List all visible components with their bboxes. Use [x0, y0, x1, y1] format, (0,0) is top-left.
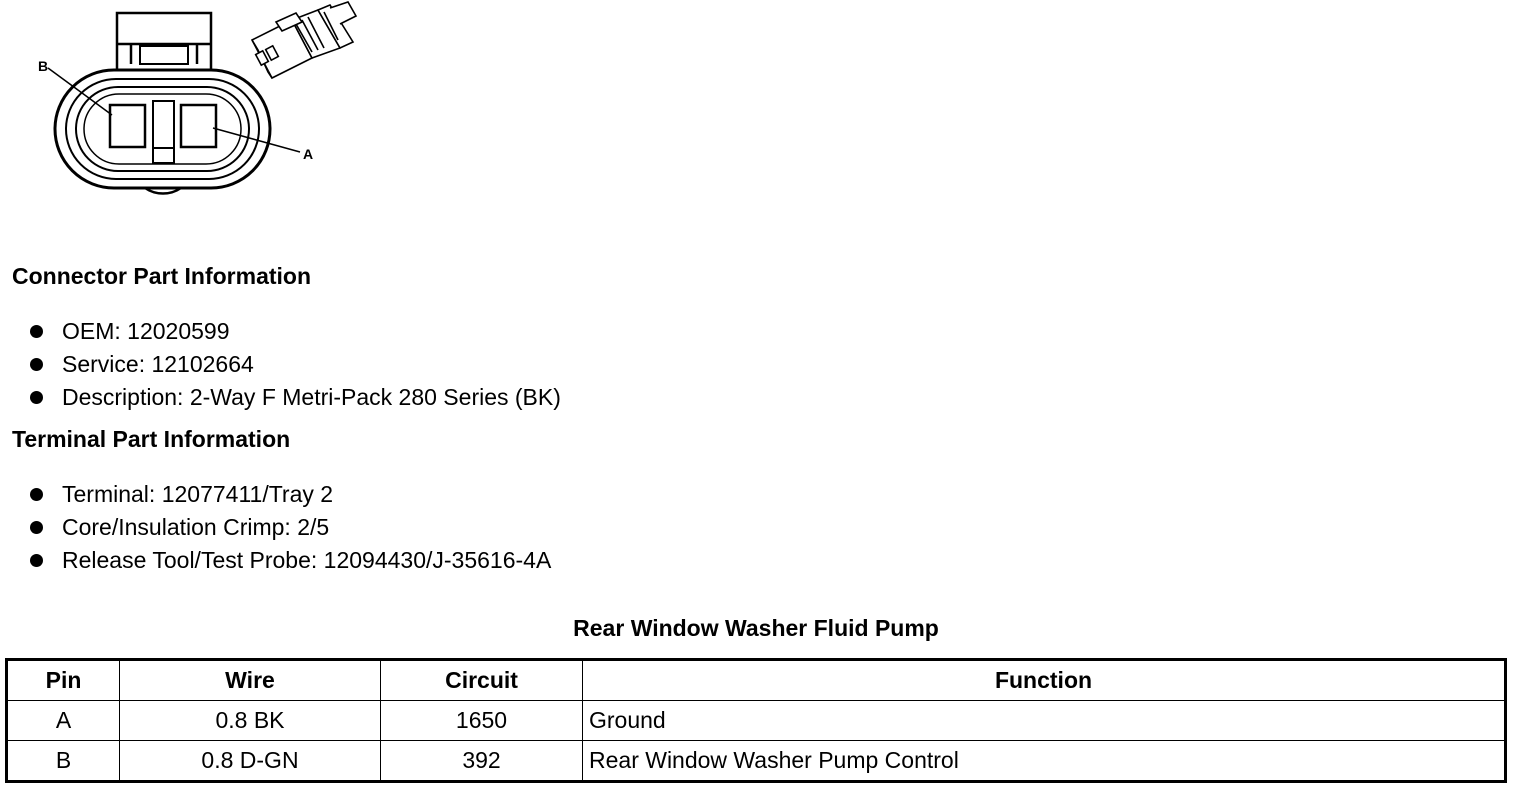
service-text: Service: 12102664	[62, 351, 254, 377]
bullet-icon	[30, 554, 43, 567]
connector-thumbnail-icon	[252, 2, 356, 78]
cell-function: Rear Window Washer Pump Control	[583, 741, 1506, 782]
description-text: Description: 2-Way F Metri-Pack 280 Series (BK)	[62, 384, 561, 410]
header-circuit: Circuit	[381, 660, 583, 701]
table-row	[7, 701, 1506, 741]
crimp-text: Core/Insulation Crimp: 2/5	[62, 514, 330, 540]
pinout-table	[5, 658, 1507, 783]
list-item	[28, 511, 551, 544]
cell-function: Ground	[583, 701, 1506, 741]
list-item	[28, 544, 551, 577]
cell-circuit: 1650	[381, 701, 583, 741]
table-title: Rear Window Washer Fluid Pump	[573, 615, 939, 641]
cell-circuit: 392	[381, 741, 583, 782]
table-header-row	[7, 660, 1506, 701]
list-item	[28, 315, 561, 348]
connector-info-list	[28, 315, 561, 414]
header-function: Function	[583, 660, 1506, 701]
terminal-info-heading: Terminal Part Information	[12, 426, 291, 452]
bullet-icon	[30, 488, 43, 501]
bullet-icon	[30, 358, 43, 371]
cell-wire: 0.8 D-GN	[120, 741, 381, 782]
list-item	[28, 348, 561, 381]
list-item	[28, 478, 551, 511]
header-wire: Wire	[120, 660, 381, 701]
bullet-icon	[30, 325, 43, 338]
connector-diagram	[0, 0, 380, 225]
cell-pin: B	[7, 741, 120, 782]
terminal-info-list	[28, 478, 551, 577]
release-tool-text: Release Tool/Test Probe: 12094430/J-35616-4A	[62, 547, 552, 573]
list-item	[28, 381, 561, 414]
header-pin: Pin	[7, 660, 120, 701]
bullet-icon	[30, 391, 43, 404]
cell-wire: 0.8 BK	[120, 701, 381, 741]
cell-pin: A	[7, 701, 120, 741]
bullet-icon	[30, 521, 43, 534]
terminal-text: Terminal: 12077411/Tray 2	[62, 481, 334, 507]
connector-info-heading: Connector Part Information	[12, 263, 312, 289]
oem-text: OEM: 12020599	[62, 318, 230, 344]
pin-a-callout: A	[303, 146, 314, 162]
pin-b-callout: B	[38, 58, 49, 74]
table-row	[7, 741, 1506, 782]
